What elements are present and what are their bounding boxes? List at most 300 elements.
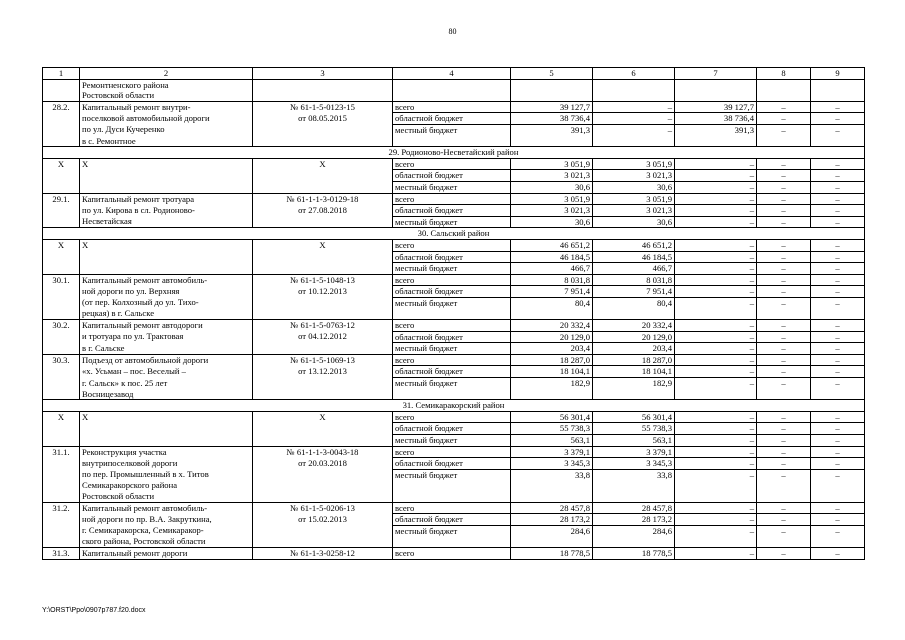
table-cell: – bbox=[757, 170, 811, 182]
table-row bbox=[43, 205, 865, 217]
table-cell: – bbox=[757, 423, 811, 435]
table-cell: – bbox=[675, 366, 757, 378]
district-section-row bbox=[43, 228, 865, 240]
table-cell: 3 051,9 bbox=[593, 193, 675, 205]
table-cell: – bbox=[675, 193, 757, 205]
table-cell: – bbox=[811, 423, 865, 435]
table-cell bbox=[43, 423, 80, 435]
table-cell bbox=[757, 136, 811, 147]
table-cell bbox=[80, 423, 253, 435]
table-cell: 18 287,0 bbox=[593, 354, 675, 366]
column-number: 6 bbox=[593, 68, 675, 80]
table-cell bbox=[675, 491, 757, 502]
table-cell: 39 127,7 bbox=[511, 101, 593, 113]
table-cell bbox=[43, 263, 80, 275]
table-cell: 30,6 bbox=[593, 181, 675, 193]
table-cell: всего bbox=[393, 547, 511, 559]
table-cell: 3 051,9 bbox=[511, 193, 593, 205]
table-cell bbox=[675, 79, 757, 90]
table-cell bbox=[253, 536, 393, 547]
table-cell: Ростовской области bbox=[80, 491, 253, 502]
table-cell: – bbox=[675, 502, 757, 514]
table-cell: 3 021,3 bbox=[593, 170, 675, 182]
table-cell: – bbox=[757, 274, 811, 286]
table-row bbox=[43, 101, 865, 113]
table-cell: 18 287,0 bbox=[511, 354, 593, 366]
table-cell: № 61-1-5-0763-12 bbox=[253, 320, 393, 332]
table-cell: 28 173,2 bbox=[593, 514, 675, 526]
table-row bbox=[43, 547, 865, 559]
table-cell: – bbox=[675, 239, 757, 251]
table-cell: 31.3. bbox=[43, 547, 80, 559]
table-cell: поселковой автомобильной дороги bbox=[80, 113, 253, 125]
table-cell: – bbox=[811, 274, 865, 286]
table-cell: – bbox=[757, 446, 811, 458]
table-cell: – bbox=[757, 502, 811, 514]
table-cell bbox=[43, 525, 80, 536]
table-cell: от 13.12.2013 bbox=[253, 366, 393, 378]
table-cell bbox=[43, 113, 80, 125]
table-cell: 182,9 bbox=[593, 378, 675, 389]
table-cell: – bbox=[757, 366, 811, 378]
table-cell: № 61-1-5-1069-13 bbox=[253, 354, 393, 366]
table-cell: – bbox=[593, 113, 675, 125]
table-cell bbox=[43, 124, 80, 135]
table-row bbox=[43, 525, 865, 536]
table-cell: 30.3. bbox=[43, 354, 80, 366]
table-cell bbox=[253, 525, 393, 536]
table-cell bbox=[675, 389, 757, 400]
table-cell: Х bbox=[80, 239, 253, 251]
table-cell: № 61-1-5-0206-13 bbox=[253, 502, 393, 514]
table-cell: 203,4 bbox=[593, 343, 675, 355]
table-cell: 30,6 bbox=[511, 216, 593, 228]
table-cell: местный бюджет bbox=[393, 469, 511, 480]
table-cell: 7 951,4 bbox=[511, 286, 593, 298]
table-cell: 18 778,5 bbox=[511, 547, 593, 559]
table-cell: – bbox=[811, 181, 865, 193]
table-cell: – bbox=[811, 216, 865, 228]
table-cell: – bbox=[811, 514, 865, 526]
table-cell bbox=[757, 308, 811, 319]
table-row bbox=[43, 514, 865, 526]
district-title: 31. Семикаракорский район bbox=[43, 400, 865, 412]
table-cell: областной бюджет bbox=[393, 170, 511, 182]
table-cell: – bbox=[675, 320, 757, 332]
table-cell: 20 129,0 bbox=[593, 331, 675, 343]
table-cell: 391,3 bbox=[675, 124, 757, 135]
table-cell: – bbox=[675, 525, 757, 536]
table-cell: – bbox=[593, 124, 675, 135]
table-cell bbox=[253, 251, 393, 263]
table-cell bbox=[593, 136, 675, 147]
table-cell: – bbox=[757, 158, 811, 170]
table-cell bbox=[757, 491, 811, 502]
table-cell bbox=[511, 79, 593, 90]
table-cell bbox=[393, 136, 511, 147]
table-cell: – bbox=[675, 274, 757, 286]
table-cell: – bbox=[757, 124, 811, 135]
district-section-row bbox=[43, 400, 865, 412]
table-row bbox=[43, 411, 865, 423]
table-cell: – bbox=[675, 216, 757, 228]
table-cell: областной бюджет bbox=[393, 251, 511, 263]
table-row bbox=[43, 251, 865, 263]
table-cell bbox=[43, 491, 80, 502]
table-cell bbox=[80, 435, 253, 447]
table-cell: 391,3 bbox=[511, 124, 593, 135]
table-row bbox=[43, 366, 865, 378]
table-cell bbox=[43, 216, 80, 228]
table-cell bbox=[511, 308, 593, 319]
table-row bbox=[43, 136, 865, 147]
table-row bbox=[43, 378, 865, 389]
table-cell bbox=[593, 491, 675, 502]
column-number: 5 bbox=[511, 68, 593, 80]
table-row bbox=[43, 193, 865, 205]
table-cell bbox=[43, 469, 80, 480]
table-cell: – bbox=[675, 435, 757, 447]
table-cell: Ростовской области bbox=[80, 90, 253, 101]
table-cell bbox=[757, 536, 811, 547]
table-cell bbox=[593, 308, 675, 319]
district-title: 30. Сальский район bbox=[43, 228, 865, 240]
table-cell: – bbox=[757, 205, 811, 217]
column-number: 9 bbox=[811, 68, 865, 80]
table-cell: 28 457,8 bbox=[511, 502, 593, 514]
table-cell: – bbox=[811, 101, 865, 113]
table-cell: (от пер. Колхозный до ул. Тихо- bbox=[80, 297, 253, 308]
table-cell bbox=[80, 263, 253, 275]
table-cell: – bbox=[757, 297, 811, 308]
table-cell: – bbox=[675, 251, 757, 263]
table-cell bbox=[43, 286, 80, 298]
table-cell bbox=[253, 181, 393, 193]
table-row bbox=[43, 263, 865, 275]
table-cell bbox=[253, 435, 393, 447]
table-cell: № 61-1-5-1048-13 bbox=[253, 274, 393, 286]
table-cell bbox=[757, 480, 811, 491]
table-cell: – bbox=[675, 458, 757, 470]
table-cell bbox=[811, 480, 865, 491]
table-cell bbox=[393, 389, 511, 400]
table-cell bbox=[511, 136, 593, 147]
table-cell: – bbox=[675, 423, 757, 435]
table-cell bbox=[511, 480, 593, 491]
table-cell bbox=[253, 423, 393, 435]
table-cell: – bbox=[675, 286, 757, 298]
table-cell bbox=[43, 79, 80, 90]
table-cell: 29.1. bbox=[43, 193, 80, 205]
table-cell: 28.2. bbox=[43, 101, 80, 113]
budget-table bbox=[42, 67, 865, 560]
table-cell: всего bbox=[393, 446, 511, 458]
table-cell: всего bbox=[393, 158, 511, 170]
table-cell: – bbox=[757, 469, 811, 480]
table-cell: № 61-1-3-0258-12 bbox=[253, 547, 393, 559]
table-cell bbox=[80, 170, 253, 182]
table-cell bbox=[511, 90, 593, 101]
column-number: 3 bbox=[253, 68, 393, 80]
table-cell: областной бюджет bbox=[393, 514, 511, 526]
table-cell bbox=[593, 79, 675, 90]
table-cell: 18 104,1 bbox=[511, 366, 593, 378]
table-cell: Капитальный ремонт автомобиль- bbox=[80, 502, 253, 514]
table-cell bbox=[675, 136, 757, 147]
table-cell: рецкая) в г. Сальске bbox=[80, 308, 253, 319]
table-cell: – bbox=[811, 331, 865, 343]
table-row bbox=[43, 354, 865, 366]
table-cell: 55 738,3 bbox=[593, 423, 675, 435]
table-cell: – bbox=[757, 411, 811, 423]
table-cell bbox=[43, 514, 80, 526]
table-cell: областной бюджет bbox=[393, 366, 511, 378]
table-cell: всего bbox=[393, 239, 511, 251]
table-cell: 55 738,3 bbox=[511, 423, 593, 435]
table-cell: – bbox=[675, 170, 757, 182]
table-cell: Несветайская bbox=[80, 216, 253, 228]
table-row bbox=[43, 308, 865, 319]
table-row bbox=[43, 389, 865, 400]
table-cell bbox=[593, 536, 675, 547]
table-cell bbox=[253, 263, 393, 275]
table-cell: от 27.08.2018 bbox=[253, 205, 393, 217]
table-cell: 30,6 bbox=[511, 181, 593, 193]
table-cell bbox=[811, 491, 865, 502]
table-cell bbox=[593, 90, 675, 101]
table-cell: 182,9 bbox=[511, 378, 593, 389]
table-cell: от 20.03.2018 bbox=[253, 458, 393, 470]
table-cell: Х bbox=[253, 239, 393, 251]
table-cell bbox=[80, 251, 253, 263]
table-cell: 46 184,5 bbox=[511, 251, 593, 263]
table-cell: – bbox=[675, 378, 757, 389]
table-cell: – bbox=[757, 320, 811, 332]
table-cell: 56 301,4 bbox=[511, 411, 593, 423]
table-cell: всего bbox=[393, 354, 511, 366]
table-cell: 3 345,3 bbox=[593, 458, 675, 470]
table-cell: – bbox=[675, 547, 757, 559]
table-cell: – bbox=[757, 113, 811, 125]
table-cell bbox=[511, 389, 593, 400]
table-cell: 3 345,3 bbox=[511, 458, 593, 470]
table-cell: – bbox=[811, 263, 865, 275]
table-cell: 284,6 bbox=[593, 525, 675, 536]
table-cell: – bbox=[757, 263, 811, 275]
table-cell bbox=[253, 90, 393, 101]
table-cell: 3 379,1 bbox=[593, 446, 675, 458]
table-cell: 46 651,2 bbox=[593, 239, 675, 251]
table-cell bbox=[811, 90, 865, 101]
table-cell: – bbox=[757, 193, 811, 205]
table-cell: – bbox=[675, 514, 757, 526]
table-cell: – bbox=[593, 101, 675, 113]
table-cell: Х bbox=[80, 158, 253, 170]
table-cell bbox=[811, 308, 865, 319]
district-section-row bbox=[43, 147, 865, 159]
table-cell bbox=[811, 79, 865, 90]
district-title: 29. Родионово-Несветайский район bbox=[43, 147, 865, 159]
table-cell: – bbox=[757, 435, 811, 447]
table-cell bbox=[757, 79, 811, 90]
table-cell: от 04.12.2012 bbox=[253, 331, 393, 343]
table-cell: 46 184,5 bbox=[593, 251, 675, 263]
table-cell: областной бюджет bbox=[393, 286, 511, 298]
table-cell: 8 031,8 bbox=[593, 274, 675, 286]
table-cell: 8 031,8 bbox=[511, 274, 593, 286]
table-cell bbox=[43, 331, 80, 343]
table-cell: Подъезд от автомобильной дороги bbox=[80, 354, 253, 366]
table-cell bbox=[675, 536, 757, 547]
table-cell: 466,7 bbox=[593, 263, 675, 275]
table-cell: Х bbox=[253, 158, 393, 170]
table-cell bbox=[43, 205, 80, 217]
table-cell: по пер. Промышленный в х. Титов bbox=[80, 469, 253, 480]
table-cell: 30.1. bbox=[43, 274, 80, 286]
table-cell: 18 778,5 bbox=[593, 547, 675, 559]
table-cell bbox=[757, 90, 811, 101]
table-cell: областной бюджет bbox=[393, 423, 511, 435]
table-cell: – bbox=[757, 525, 811, 536]
table-cell: всего bbox=[393, 274, 511, 286]
table-row bbox=[43, 320, 865, 332]
table-cell: 20 332,4 bbox=[593, 320, 675, 332]
table-cell bbox=[253, 469, 393, 480]
table-row bbox=[43, 158, 865, 170]
table-cell: – bbox=[811, 205, 865, 217]
table-cell bbox=[675, 308, 757, 319]
table-cell: внутрипоселковой дороги bbox=[80, 458, 253, 470]
table-cell: Х bbox=[43, 239, 80, 251]
table-cell: – bbox=[675, 297, 757, 308]
table-cell bbox=[393, 491, 511, 502]
table-cell: от 08.05.2015 bbox=[253, 113, 393, 125]
table-cell: местный бюджет bbox=[393, 297, 511, 308]
table-cell: всего bbox=[393, 101, 511, 113]
table-cell: в г. Сальске bbox=[80, 343, 253, 355]
table-cell bbox=[393, 90, 511, 101]
table-cell: Х bbox=[253, 411, 393, 423]
table-cell: г. Сальск» к пос. 25 лет bbox=[80, 378, 253, 389]
table-cell: – bbox=[811, 193, 865, 205]
table-cell: областной бюджет bbox=[393, 331, 511, 343]
table-cell: от 15.02.2013 bbox=[253, 514, 393, 526]
table-cell: 38 736,4 bbox=[511, 113, 593, 125]
table-cell bbox=[43, 181, 80, 193]
column-number: 4 bbox=[393, 68, 511, 80]
table-cell: 33,8 bbox=[511, 469, 593, 480]
table-cell: – bbox=[675, 181, 757, 193]
table-cell: ского района, Ростовской области bbox=[80, 536, 253, 547]
table-cell bbox=[253, 491, 393, 502]
table-cell: областной бюджет bbox=[393, 458, 511, 470]
table-cell bbox=[43, 343, 80, 355]
table-cell: местный бюджет bbox=[393, 124, 511, 135]
table-cell: – bbox=[675, 411, 757, 423]
table-cell: ной дороги по ул. Верхняя bbox=[80, 286, 253, 298]
table-cell: – bbox=[811, 502, 865, 514]
table-cell bbox=[43, 170, 80, 182]
table-cell bbox=[43, 366, 80, 378]
table-cell: – bbox=[757, 181, 811, 193]
table-cell: – bbox=[675, 469, 757, 480]
table-row bbox=[43, 90, 865, 101]
table-cell bbox=[393, 308, 511, 319]
table-cell bbox=[593, 389, 675, 400]
table-cell: 3 051,9 bbox=[511, 158, 593, 170]
table-cell: Восницезавод bbox=[80, 389, 253, 400]
table-cell: № 61-1-1-3-0043-18 bbox=[253, 446, 393, 458]
table-cell: – bbox=[811, 366, 865, 378]
table-cell: местный бюджет bbox=[393, 378, 511, 389]
table-cell: – bbox=[811, 239, 865, 251]
table-cell: – bbox=[675, 343, 757, 355]
table-cell: – bbox=[757, 354, 811, 366]
table-cell: 3 051,9 bbox=[593, 158, 675, 170]
table-cell: Капитальный ремонт автодороги bbox=[80, 320, 253, 332]
table-cell: – bbox=[811, 469, 865, 480]
table-row bbox=[43, 502, 865, 514]
table-row bbox=[43, 286, 865, 298]
table-cell bbox=[253, 124, 393, 135]
table-cell: по ул. Кирова в сл. Родионово- bbox=[80, 205, 253, 217]
table-cell: местный бюджет bbox=[393, 525, 511, 536]
table-row bbox=[43, 343, 865, 355]
table-cell: 563,1 bbox=[593, 435, 675, 447]
table-cell: всего bbox=[393, 320, 511, 332]
table-cell: – bbox=[811, 547, 865, 559]
table-row bbox=[43, 274, 865, 286]
table-cell: всего bbox=[393, 411, 511, 423]
table-cell bbox=[675, 90, 757, 101]
table-cell bbox=[253, 216, 393, 228]
table-cell: 31.2. bbox=[43, 502, 80, 514]
table-cell: – bbox=[811, 286, 865, 298]
table-cell: 33,8 bbox=[593, 469, 675, 480]
table-cell: 39 127,7 bbox=[675, 101, 757, 113]
table-cell: – bbox=[811, 124, 865, 135]
table-cell bbox=[43, 435, 80, 447]
table-row bbox=[43, 124, 865, 135]
table-cell: – bbox=[811, 354, 865, 366]
table-row bbox=[43, 79, 865, 90]
table-cell: 30,6 bbox=[593, 216, 675, 228]
table-cell: – bbox=[675, 263, 757, 275]
table-cell: – bbox=[811, 297, 865, 308]
column-number: 2 bbox=[80, 68, 253, 80]
table-row bbox=[43, 170, 865, 182]
table-cell: – bbox=[811, 170, 865, 182]
table-cell: г. Семикаракорска, Семикаракор- bbox=[80, 525, 253, 536]
table-cell: – bbox=[757, 343, 811, 355]
table-cell: 20 129,0 bbox=[511, 331, 593, 343]
table-cell: 3 021,3 bbox=[511, 205, 593, 217]
table-cell bbox=[253, 480, 393, 491]
table-row bbox=[43, 216, 865, 228]
table-cell bbox=[80, 181, 253, 193]
table-cell: «х. Усьман – пос. Веселый – bbox=[80, 366, 253, 378]
table-cell bbox=[393, 79, 511, 90]
table-cell: – bbox=[757, 378, 811, 389]
table-cell bbox=[43, 458, 80, 470]
table-row bbox=[43, 181, 865, 193]
table-row bbox=[43, 331, 865, 343]
table-cell: Капитальный ремонт тротуара bbox=[80, 193, 253, 205]
table-cell: – bbox=[757, 286, 811, 298]
table-cell: Реконструкция участка bbox=[80, 446, 253, 458]
table-cell: местный бюджет bbox=[393, 263, 511, 275]
table-cell: 466,7 bbox=[511, 263, 593, 275]
